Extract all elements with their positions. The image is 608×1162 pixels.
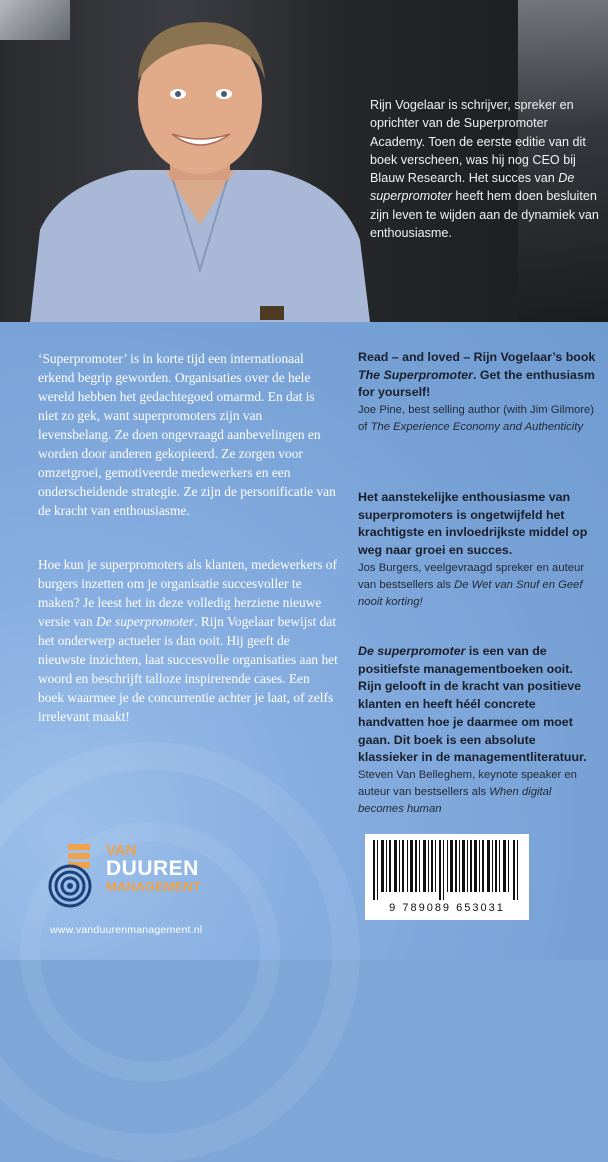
blurb-paragraph-1 [38,349,338,520]
quote-3-source [358,767,596,818]
quote-1-source-a: Joe Pine, best selling author (with Jim Gilmore) of [358,404,595,434]
author-photo [0,0,608,322]
quote-2-text [358,489,596,560]
publisher-website: www.vanduurenmanagement.nl [50,924,203,936]
quote-3 [358,643,596,818]
publisher-name [106,842,201,896]
barcode [365,834,529,920]
quote-1-source-title: The Experience Economy and Authenticity [370,421,584,434]
quote-2-text-a: Het aanstekelijke enthousiasme van superpromoters is ongetwijfeld het krachtigste en invloedrijkste middel op weg naar groei en succes. [358,490,588,558]
quote-3-source-title: When digital becomes human [358,785,552,815]
quote-1-text-b: . Get the enthusiasm for yourself! [358,367,595,400]
quote-1-source [358,402,596,436]
quote-2-source-title: De Wet van Snuf en Geef nooit korting! [358,578,583,608]
quote-3-text-b: is een van de positiefste managementboeken ooit. Rijn gelooft in de kracht van positieve klanten en heeft héél concrete handvatten hoe je daarmee om moet gaan. Dit boek is een absolute klassieker in de managementliteratuur. [358,644,587,765]
quote-2 [358,489,596,611]
blurb-text-2b: . Rijn Vogelaar bewijst dat het onderwerp actueler is dan ooit. Hij geeft de nieuwste inzichten, laat succesvolle organisaties aan het woord en beschrijft talloze inspirerende cases. Een boek waarmee je de concurrentie achter je laat, of zelfs irrelevant maakt! [38,614,338,724]
blurb-text-2a: Hoe kun je superpromoters als klanten, medewerkers of burgers inzetten om je organisatie succesvoller te maken? Je leest het in deze volledig herziene nieuwe versie van [38,557,337,629]
quote-2-source-a: Jos Burgers, veelgevraagd spreker en auteur van bestsellers als [358,561,585,591]
publisher-logo [48,842,228,912]
blurb-text-2 [38,555,338,726]
quote-3-source-a: Steven Van Belleghem, keynote speaker en auteur van bestsellers als [358,768,577,798]
author-bio-text: Rijn Vogelaar is schrijver, spreker en oprichter van de Superpromoter Academy. Toen de eerste editie van dit boek verscheen, was hij nog CEO bij Blauw Research. Het succes van [370,98,586,186]
quote-2-source [358,560,596,611]
publisher-logo-icon [48,842,100,908]
quote-3-title: De superpromoter [358,644,466,658]
isbn-number: 9 789089 653031 [389,902,505,914]
quote-1-text [358,349,596,402]
blurb-book-title: De superpromoter [96,614,195,629]
blurb-paragraph-2 [38,555,338,726]
author-bio-text-end: heeft hem doen besluiten zijn leven te wijden aan de dynamiek van enthousiasme. [370,189,599,241]
author-bio [370,96,600,242]
publisher-line-3: MANAGEMENT [106,879,201,894]
barcode-bars [373,840,521,900]
author-portrait-illustration [20,10,380,322]
quote-1 [358,349,596,436]
quote-3-text [358,643,596,767]
publisher-line-1: VAN [106,842,137,859]
quote-1-text-a: Read – and loved – Rijn Vogelaar’s book [358,350,596,364]
quote-1-title: The Superpromoter [358,367,473,382]
book-title-italic: De superpromoter [370,171,575,204]
blurb-text-1: ‘Superpromoter’ is in korte tijd een internationaal erkend begrip geworden. Organisaties over de hele wereld hebben het gedachtegoed omarmd. En dat is niet zo gek, want superpromoters zijn van levensbelang. Ze doen ongevraagd aanbevelingen en worden door anderen gekopieerd. Ze zorgen voor omzetgroei, gemotiveerde medewerkers en een onderscheidende strategie. Ze zijn de personificatie van de kracht van enthousiasme. [38,351,336,518]
publisher-line-2: DUUREN [106,857,199,880]
